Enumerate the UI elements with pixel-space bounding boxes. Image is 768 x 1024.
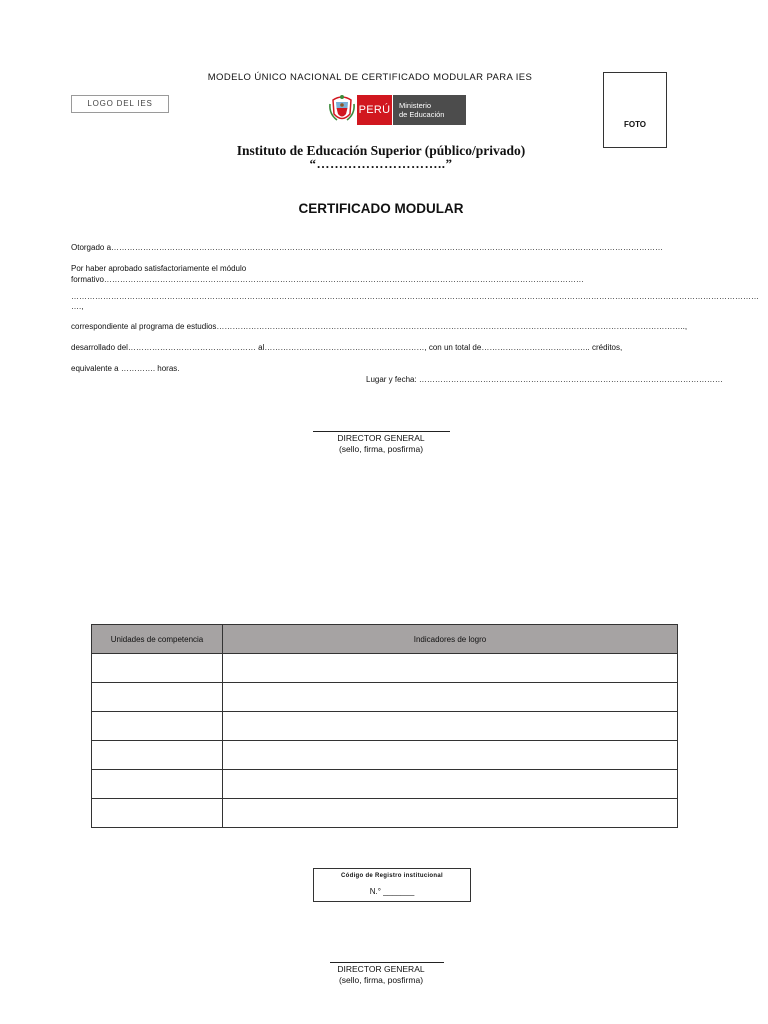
table-row bbox=[92, 654, 678, 683]
table-row bbox=[92, 712, 678, 741]
table-cell bbox=[92, 770, 223, 799]
competency-table bbox=[91, 624, 678, 828]
granted-to-line: Otorgado a……………………………………………………………………………………………………………………………………………………………………………………… bbox=[71, 243, 664, 252]
table-cell bbox=[92, 741, 223, 770]
developed-line bbox=[71, 343, 689, 352]
developed-total-credits: , con un total de………………………………….. créditos, bbox=[424, 343, 623, 352]
institution-name: Instituto de Educación Superior (público/privado) bbox=[236, 143, 526, 158]
photo-box bbox=[603, 72, 667, 148]
signature-line-bottom bbox=[330, 962, 444, 963]
table-row bbox=[92, 770, 678, 799]
signature-note: (sello, firma, posfirma) bbox=[338, 444, 424, 454]
equivalent-hours-line: equivalente a …………. horas. bbox=[71, 364, 180, 373]
table-row bbox=[92, 799, 678, 828]
table-row bbox=[92, 683, 678, 712]
ministry-logo bbox=[329, 93, 466, 127]
table-cell bbox=[92, 683, 223, 712]
registry-number: N.° _______ bbox=[369, 887, 415, 896]
ministry-name-line2: de Educación bbox=[399, 110, 445, 119]
table-cell bbox=[223, 654, 678, 683]
approved-line-1: Por haber aprobado satisfactoriamente el módulo bbox=[71, 264, 247, 273]
developed-from: desarrollado del………………………………………… bbox=[71, 343, 256, 352]
header-achievement-indicators: Indicadores de logro bbox=[223, 625, 678, 654]
table-cell bbox=[223, 741, 678, 770]
institution-name-placeholder: “………………………..” bbox=[309, 156, 453, 171]
certificate-title: CERTIFICADO MODULAR bbox=[298, 201, 464, 216]
signature-block-bottom bbox=[281, 964, 481, 986]
ies-logo-placeholder: LOGO DEL IES bbox=[71, 95, 169, 113]
registry-code-box bbox=[313, 868, 471, 902]
dots-line: …………………………………………………………………………………………………………………………………………………………………………………………………………………………………… bbox=[71, 292, 759, 301]
signature-line-top bbox=[313, 431, 450, 432]
signature-note: (sello, firma, posfirma) bbox=[338, 975, 424, 985]
document-title: MODELO ÚNICO NACIONAL DE CERTIFICADO MODULAR PARA IES bbox=[207, 72, 533, 83]
place-date-line: Lugar y fecha: …………………………………………………………………………………………………… bbox=[366, 375, 723, 384]
header-competency-units: Unidades de competencia bbox=[92, 625, 223, 654]
table-header-row bbox=[92, 625, 678, 654]
photo-label: FOTO bbox=[623, 120, 647, 129]
table-cell bbox=[92, 799, 223, 828]
peru-label: PERÚ bbox=[357, 95, 392, 125]
ministry-name bbox=[393, 95, 466, 125]
signature-block-top bbox=[281, 433, 481, 455]
table-cell bbox=[92, 654, 223, 683]
table-cell bbox=[92, 712, 223, 741]
table-cell bbox=[223, 770, 678, 799]
table-cell bbox=[223, 683, 678, 712]
director-title: DIRECTOR GENERAL bbox=[337, 433, 425, 443]
table-cell bbox=[223, 712, 678, 741]
approved-line-2: formativo……………………………………………………………………………………………………………………………………………………………… bbox=[71, 275, 584, 284]
developed-to: al…………………………………………………… bbox=[255, 343, 425, 352]
peru-coat-of-arms-icon bbox=[329, 94, 355, 124]
table-cell bbox=[223, 799, 678, 828]
ministry-name-line1: Ministerio bbox=[399, 101, 432, 110]
registry-code-label: Código de Registro institucional bbox=[341, 873, 443, 879]
table-row bbox=[92, 741, 678, 770]
director-title: DIRECTOR GENERAL bbox=[337, 964, 425, 974]
dots-line-end: …., bbox=[71, 302, 84, 311]
program-line: correspondiente al programa de estudios………………………………………………………………………………………………………………………………………………………….., bbox=[71, 322, 688, 331]
